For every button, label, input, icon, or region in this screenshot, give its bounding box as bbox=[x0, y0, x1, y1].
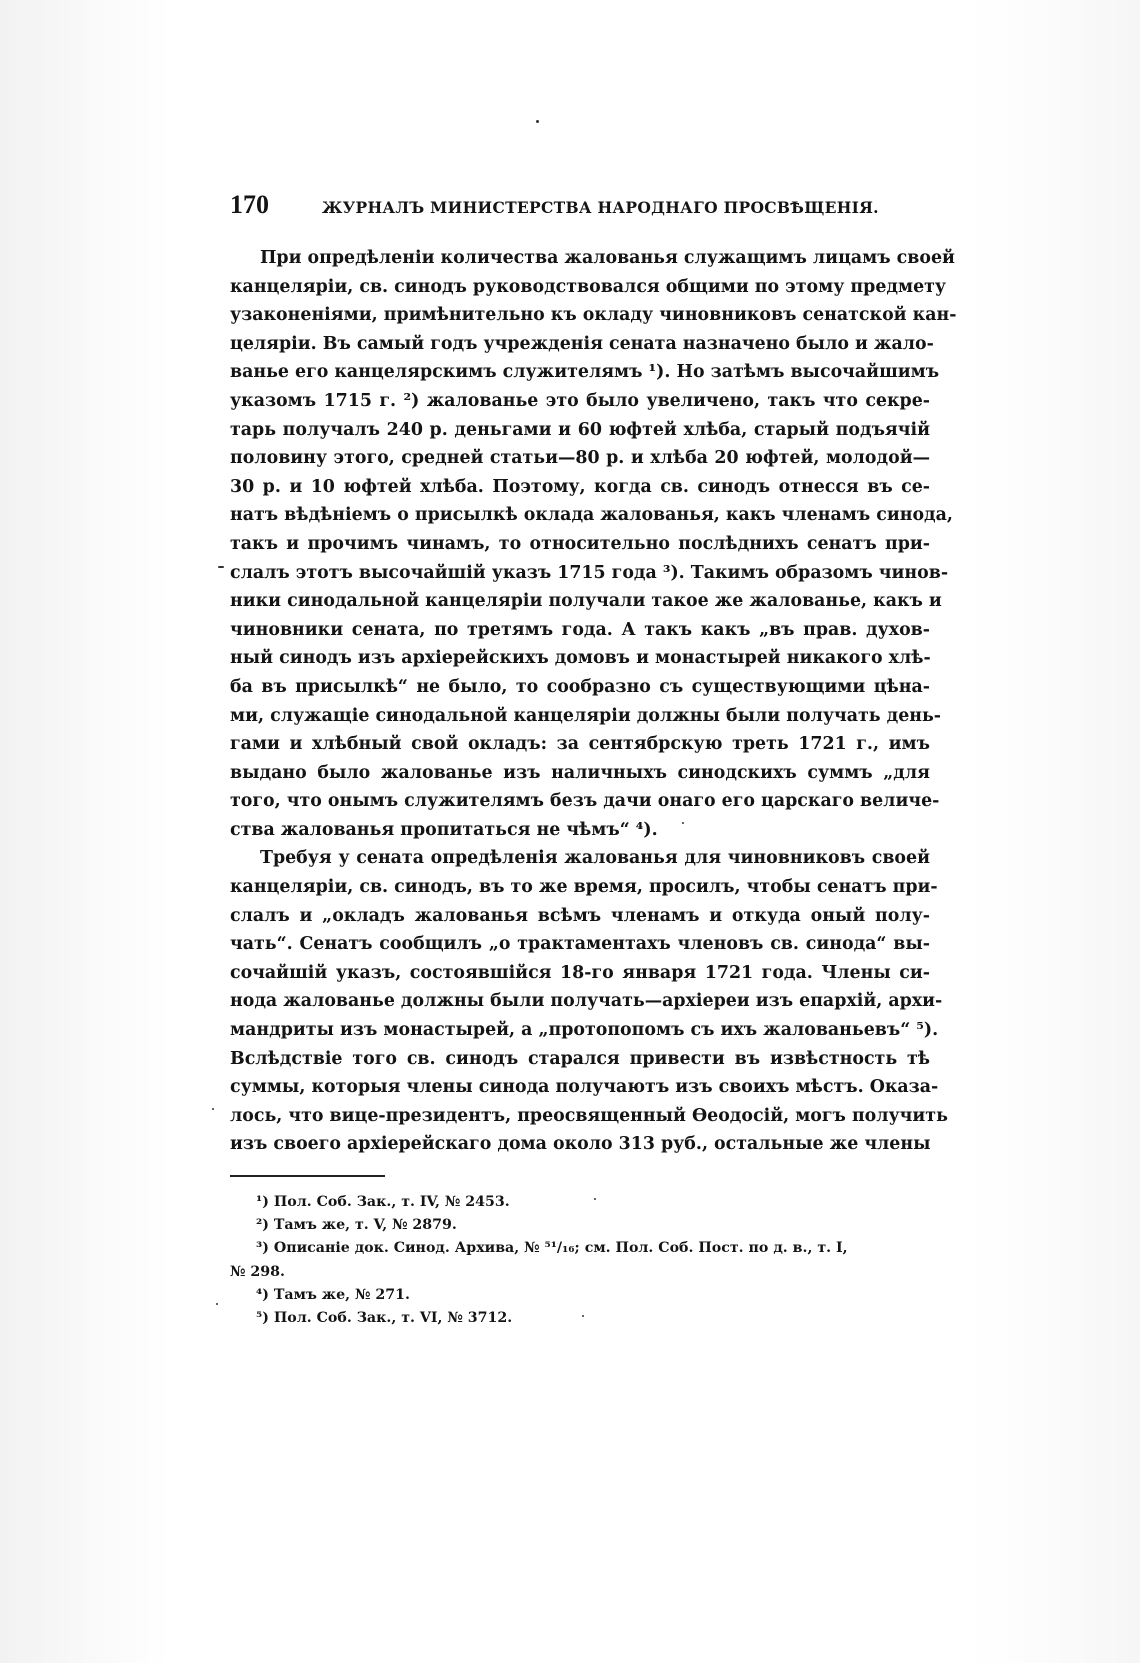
text-line: натъ вѣдѣніемъ о присылкѣ оклада жалованья, какъ членамъ синода, bbox=[230, 505, 953, 526]
text-line: мандриты изъ монастырей, а „протопопомъ съ ихъ жалованьевъ“ ⁵). bbox=[230, 1020, 939, 1041]
book-page bbox=[230, 190, 957, 1330]
text-line: ный синодъ изъ архіерейскихъ домовъ и монастырей никакого хлѣ- bbox=[230, 648, 931, 669]
text-line: узаконеніями, примѣнительно къ окладу чиновниковъ сенатской кан- bbox=[230, 305, 957, 326]
running-head bbox=[230, 190, 930, 230]
text-line: тарь получалъ 240 р. деньгами и 60 юфтей хлѣба, старый подъячій bbox=[230, 419, 930, 440]
footnote-5: ⁵) Пол. Соб. Зак., т. VI, № 3712. bbox=[256, 1310, 513, 1327]
scan-speck bbox=[212, 1108, 214, 1110]
text-line: лось, что вице-президентъ, преосвященный Ѳеодосій, могъ получить bbox=[230, 1105, 948, 1126]
text-line: нода жалованье должны были получать—архіереи изъ епархій, архи- bbox=[230, 991, 943, 1012]
text-line: изъ своего архіерейскаго дома около 313 руб., остальные же члены bbox=[230, 1134, 931, 1155]
journal-title: ЖУРНАЛЪ МИНИСТЕРСТВА НАРОДНАГО ПРОСВѢЩЕНІЯ. bbox=[322, 198, 879, 217]
scan-speck bbox=[536, 120, 539, 123]
text-line: канцеляріи, св. синодъ руководствовался общими по этому предмету bbox=[230, 276, 947, 297]
text-line: слалъ и „окладъ жалованья всѣмъ членамъ и откуда оный полу- bbox=[230, 905, 930, 926]
text-line: При опредѣленіи количества жалованья служащимъ лицамъ своей bbox=[260, 248, 955, 268]
text-line: Вслѣдствіе того св. синодъ старался привести въ извѣстность тѣ bbox=[230, 1048, 930, 1069]
scan-margin-right bbox=[970, 0, 1140, 1663]
footnote-divider bbox=[230, 1175, 385, 1177]
text-line: ства жалованья пропитаться не чѣмъ“ ⁴). bbox=[230, 819, 658, 840]
footnote-1: ¹) Пол. Соб. Зак., т. IV, № 2453. bbox=[256, 1194, 510, 1210]
footnote-3: ³) Описаніе док. Синод. Архива, № ⁵¹/₁₆; см. Пол. Соб. Пост. по д. в., т. I, bbox=[256, 1240, 848, 1257]
scan-margin-left bbox=[0, 0, 170, 1663]
footnote-3-continuation: № 298. bbox=[230, 1263, 285, 1280]
footnote-2: ²) Тамъ же, т. V, № 2879. bbox=[256, 1217, 457, 1234]
footnote-4: ⁴) Тамъ же, № 271. bbox=[256, 1286, 410, 1303]
text-line: целяріи. Въ самый годъ учрежденія сената назначено было и жало- bbox=[230, 333, 934, 354]
paragraph-1 bbox=[230, 244, 957, 844]
footnotes bbox=[230, 1191, 930, 1330]
text-line: гами и хлѣбный свой окладъ: за сентябрскую треть 1721 г., имъ bbox=[230, 734, 930, 755]
text-line: канцеляріи, св. синодъ, въ то же время, просилъ, чтобы сенатъ при- bbox=[230, 877, 938, 898]
body-text bbox=[230, 244, 957, 1159]
scan-speck bbox=[216, 1303, 218, 1305]
scan-speck bbox=[218, 566, 224, 568]
text-line: ванье его канцелярскимъ служителямъ ¹). Но затѣмъ высочайшимъ bbox=[230, 362, 940, 383]
text-line: выдано было жалованье изъ наличныхъ синодскихъ суммъ „для bbox=[230, 762, 930, 783]
paragraph-2 bbox=[230, 844, 948, 1159]
text-line: такъ и прочимъ чинамъ, то относительно послѣднихъ сенатъ при- bbox=[230, 533, 930, 554]
text-line: слалъ этотъ высочайшій указъ 1715 года ³). Такимъ образомъ чинов- bbox=[230, 562, 949, 583]
text-line: того, что онымъ служителямъ безъ дачи онаго его царскаго величе- bbox=[230, 791, 940, 812]
text-line: ми, служащіе синодальной канцеляріи должны были получать день- bbox=[230, 705, 942, 726]
text-line: чиновники сената, по третямъ года. А такъ какъ „въ прав. духов- bbox=[230, 619, 930, 640]
text-line: указомъ 1715 г. ²) жалованье это было увеличено, такъ что секре- bbox=[230, 390, 930, 411]
page-number: 170 bbox=[230, 190, 269, 219]
text-line: сочайшій указъ, состоявшійся 18-го января 1721 года. Члены си- bbox=[230, 962, 930, 983]
text-line: чать“. Сенатъ сообщилъ „о трактаментахъ членовъ св. синода“ вы- bbox=[230, 934, 930, 955]
text-line: 30 р. и 10 юфтей хлѣба. Поэтому, когда св. синодъ отнесся въ се- bbox=[230, 476, 930, 497]
text-line: суммы, которыя члены синода получаютъ изъ своихъ мѣстъ. Оказа- bbox=[230, 1077, 939, 1098]
text-line: Требуя у сената опредѣленія жалованья для чиновниковъ своей bbox=[260, 848, 930, 869]
text-line: половину этого, средней статьи—80 р. и хлѣба 20 юфтей, молодой— bbox=[230, 448, 930, 469]
text-line: ники синодальной канцеляріи получали такое же жалованье, какъ и bbox=[230, 591, 942, 612]
text-line: ба въ присылкѣ“ не было, то сообразно съ существующими цѣна- bbox=[230, 676, 930, 697]
